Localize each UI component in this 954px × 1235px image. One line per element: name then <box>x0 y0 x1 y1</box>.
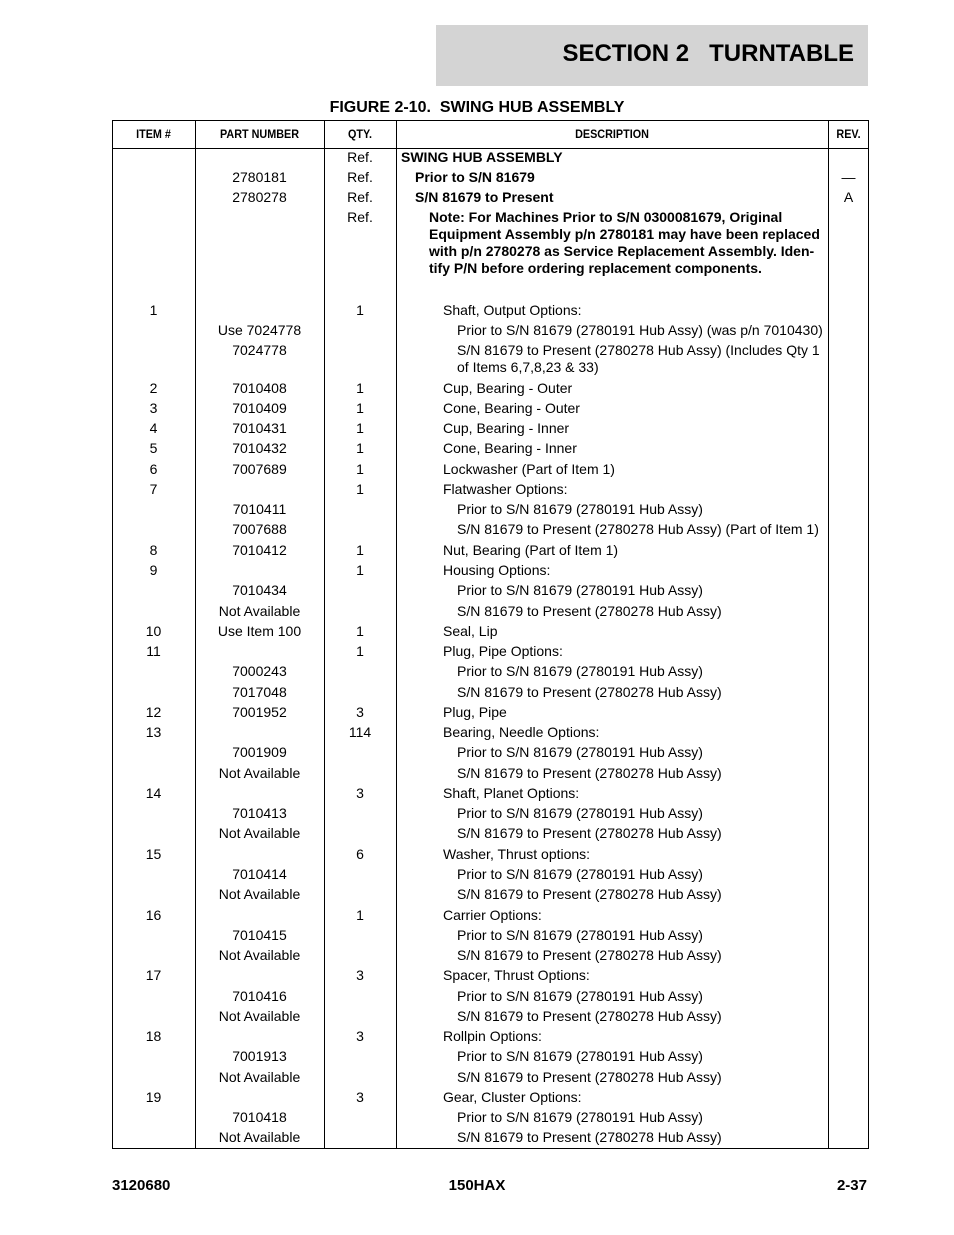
part-number: 7010409 <box>232 400 287 416</box>
description: Prior to S/N 81679 (2780191 Hub Assy) (was p/n 7010430) <box>457 322 823 338</box>
description: Note: For Machines Prior to S/N 0300081679, Original Equipment Assembly p/n 2780181 may have been replaced with p/n 2780278 as Service Replacement Assembly. Iden- tify P/N before ordering replacement components. <box>429 209 820 276</box>
part-number: 7007688 <box>232 521 287 537</box>
description: Prior to S/N 81679 (2780191 Hub Assy) <box>457 927 703 943</box>
part-number: Not Available <box>218 947 301 963</box>
part-number: Use Item 100 <box>217 623 302 639</box>
part-number: 7010413 <box>232 805 287 821</box>
item-number: 11 <box>146 643 161 659</box>
description: Lockwasher (Part of Item 1) <box>443 461 615 477</box>
part-number: 7010431 <box>232 420 287 436</box>
col-header-item: ITEM # <box>136 127 171 141</box>
description: Nut, Bearing (Part of Item 1) <box>443 542 619 558</box>
item-number: 13 <box>145 724 162 740</box>
description: Flatwasher Options: <box>443 481 568 497</box>
description: Prior to S/N 81679 (2780191 Hub Assy) <box>457 1109 703 1125</box>
part-number: 7001952 <box>232 704 287 720</box>
description: Seal, Lip <box>443 623 498 639</box>
description: S/N 81679 to Present (2780278 Hub Assy) <box>457 1129 722 1145</box>
description: Prior to S/N 81679 (2780191 Hub Assy) <box>457 501 703 517</box>
col-header-part-number: PART NUMBER <box>219 127 300 141</box>
description: Prior to S/N 81679 <box>415 169 535 185</box>
description: Cup, Bearing - Inner <box>443 420 570 436</box>
quantity: 1 <box>356 623 364 639</box>
part-number: 7010414 <box>232 866 287 882</box>
quantity: 1 <box>356 542 364 558</box>
part-number: 7010418 <box>232 1109 287 1125</box>
item-number: 5 <box>149 440 158 456</box>
quantity: 3 <box>356 704 364 720</box>
item-number: 1 <box>149 302 158 318</box>
revision: A <box>843 189 854 205</box>
part-number: 7010416 <box>232 988 287 1004</box>
quantity: 114 <box>348 724 372 740</box>
part-number: 7000243 <box>232 663 287 679</box>
part-number: Not Available <box>218 765 301 781</box>
col-header-rev: REV. <box>836 127 861 141</box>
quantity: 1 <box>356 440 364 456</box>
part-number: 7017048 <box>232 684 287 700</box>
part-number: 2780181 <box>232 169 287 185</box>
description: Housing Options: <box>443 562 551 578</box>
description: S/N 81679 to Present (2780278 Hub Assy) <box>457 684 722 700</box>
part-number: 2780278 <box>232 189 287 205</box>
description: Washer, Thrust options: <box>443 846 591 862</box>
description: S/N 81679 to Present (2780278 Hub Assy) (Part of Item 1) <box>457 521 819 537</box>
quantity: 3 <box>356 1089 364 1105</box>
description: Prior to S/N 81679 (2780191 Hub Assy) <box>457 805 703 821</box>
item-number: 9 <box>149 562 158 578</box>
quantity: 1 <box>356 400 364 416</box>
part-number: Not Available <box>218 1008 301 1024</box>
item-number: 16 <box>145 907 162 923</box>
quantity: 1 <box>356 907 364 923</box>
quantity: 1 <box>356 380 364 396</box>
description: Cone, Bearing - Outer <box>443 400 580 416</box>
description: Prior to S/N 81679 (2780191 Hub Assy) <box>457 1048 703 1064</box>
part-number: Not Available <box>218 603 301 619</box>
description: Spacer, Thrust Options: <box>443 967 590 983</box>
description: S/N 81679 to Present (2780278 Hub Assy) (Includes Qty 1 of Items 6,7,8,23 & 33) <box>457 342 820 375</box>
item-number: 15 <box>145 846 162 862</box>
part-number: 7010415 <box>232 927 287 943</box>
revision: — <box>841 169 856 185</box>
item-number: 12 <box>145 704 162 720</box>
col-header-description: DESCRIPTION <box>575 127 649 141</box>
part-number: 7007689 <box>232 461 287 477</box>
description: S/N 81679 to Present (2780278 Hub Assy) <box>457 765 722 781</box>
description: Prior to S/N 81679 (2780191 Hub Assy) <box>457 866 703 882</box>
description: Shaft, Planet Options: <box>443 785 580 801</box>
footer-page-number: 2-37 <box>836 1177 867 1194</box>
part-number: 7010412 <box>232 542 287 558</box>
description: SWING HUB ASSEMBLY <box>401 149 563 165</box>
item-number: 14 <box>145 785 162 801</box>
quantity: Ref. <box>347 189 373 205</box>
part-number: 7024778 <box>232 342 287 358</box>
item-number: 6 <box>149 461 158 477</box>
item-number: 10 <box>145 623 162 639</box>
description: Prior to S/N 81679 (2780191 Hub Assy) <box>457 744 703 760</box>
description: Plug, Pipe <box>443 704 507 720</box>
part-number: Not Available <box>218 1069 301 1085</box>
column-divider <box>396 120 397 1149</box>
quantity: 3 <box>356 967 364 983</box>
quantity: 1 <box>356 481 364 497</box>
description: S/N 81679 to Present (2780278 Hub Assy) <box>457 825 722 841</box>
description: Gear, Cluster Options: <box>443 1089 582 1105</box>
description: Plug, Pipe Options: <box>443 643 563 659</box>
part-number: 7010432 <box>232 440 287 456</box>
footer-doc-number: 3120680 <box>112 1177 171 1194</box>
quantity: 6 <box>356 846 364 862</box>
description: Prior to S/N 81679 (2780191 Hub Assy) <box>457 988 703 1004</box>
part-number: Not Available <box>218 1129 301 1145</box>
item-number: 19 <box>145 1089 162 1105</box>
description: S/N 81679 to Present (2780278 Hub Assy) <box>457 947 722 963</box>
description: Cone, Bearing - Inner <box>443 440 577 456</box>
quantity: 1 <box>356 302 364 318</box>
part-number: Not Available <box>218 886 301 902</box>
description: S/N 81679 to Present (2780278 Hub Assy) <box>457 1008 722 1024</box>
description: Cup, Bearing - Outer <box>443 380 573 396</box>
item-number: 17 <box>145 967 162 983</box>
item-number: 2 <box>149 380 158 396</box>
figure-title: FIGURE 2-10. SWING HUB ASSEMBLY <box>329 99 625 116</box>
part-number: 7001913 <box>232 1048 287 1064</box>
quantity: 1 <box>356 420 364 436</box>
part-number: Use 7024778 <box>217 322 302 338</box>
col-header-qty: QTY. <box>347 127 372 141</box>
quantity: 1 <box>356 562 364 578</box>
description: S/N 81679 to Present (2780278 Hub Assy) <box>457 603 722 619</box>
description: Bearing, Needle Options: <box>443 724 600 740</box>
quantity: 3 <box>356 785 364 801</box>
description: Prior to S/N 81679 (2780191 Hub Assy) <box>457 582 703 598</box>
part-number: 7001909 <box>232 744 287 760</box>
item-number: 18 <box>145 1028 162 1044</box>
description: S/N 81679 to Present (2780278 Hub Assy) <box>457 886 722 902</box>
item-number: 3 <box>149 400 158 416</box>
description: Shaft, Output Options: <box>443 302 582 318</box>
description: S/N 81679 to Present (2780278 Hub Assy) <box>457 1069 722 1085</box>
quantity: Ref. <box>347 169 373 185</box>
item-number: 7 <box>149 481 158 497</box>
quantity: 1 <box>356 643 364 659</box>
part-number: 7010408 <box>232 380 287 396</box>
item-number: 4 <box>149 420 158 436</box>
description: Rollpin Options: <box>443 1028 542 1044</box>
quantity: 3 <box>356 1028 364 1044</box>
quantity: Ref. <box>347 209 373 225</box>
description: S/N 81679 to Present <box>415 189 554 205</box>
part-number: 7010434 <box>232 582 287 598</box>
footer-model: 150HAX <box>448 1177 506 1194</box>
description: Prior to S/N 81679 (2780191 Hub Assy) <box>457 663 703 679</box>
description: Carrier Options: <box>443 907 542 923</box>
quantity: 1 <box>356 461 364 477</box>
part-number: Not Available <box>218 825 301 841</box>
quantity: Ref. <box>347 149 373 165</box>
part-number: 7010411 <box>232 501 287 517</box>
section-title: SECTION 2 TURNTABLE <box>562 40 854 67</box>
item-number: 8 <box>149 542 158 558</box>
